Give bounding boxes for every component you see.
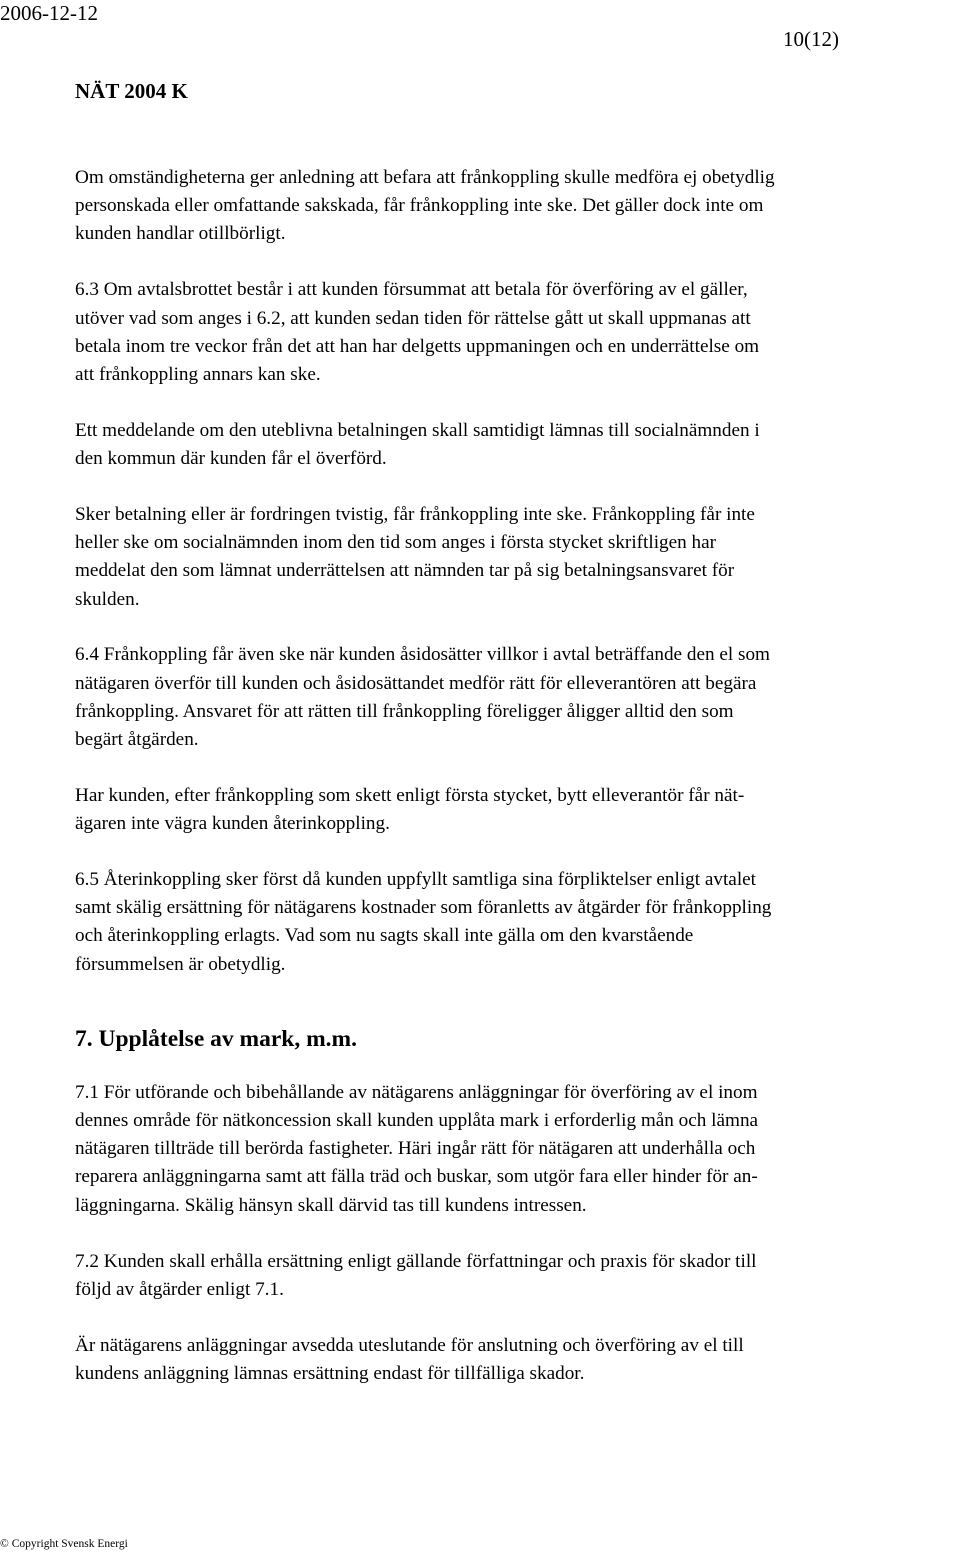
paragraph [75,866,960,979]
page-number: 10(12) [783,27,839,51]
paragraph-line: personskada eller omfattande sakskada, får frånkoppling inte ske. Det gäller dock inte om [75,195,764,217]
paragraph-line: försummelsen är obetydlig. [75,953,286,975]
paragraph-line: och återinkoppling erlagts. Vad som nu sagts skall inte gälla om den kvarstående [75,925,694,947]
copyright-footer [0,1537,128,1551]
paragraph-line: Sker betalning eller är fordringen tvistig, får frånkoppling inte ske. Frånkoppling får inte [75,503,755,525]
paragraph-group-section-7 [75,1079,960,1388]
paragraph-line: frånkoppling. Ansvaret för att rätten till frånkoppling föreligger åligger alltid den som [75,700,734,722]
paragraph-line: ägaren inte vägra kunden återinkoppling. [75,813,390,835]
paragraph-line: Ett meddelande om den uteblivna betalningen skall samtidigt lämnas till socialnämnden i [75,419,760,441]
paragraph-line: nätägaren överför till kunden och åsidosättandet medför rätt för elleverantören att begära [75,672,757,694]
paragraph-line: 6.5 Återinkoppling sker först då kunden uppfyllt samtliga sina förpliktelser enligt avtalet [75,868,757,890]
paragraph [75,641,960,754]
paragraph-line: kunden handlar otillbörligt. [75,223,286,245]
copyright-text: Copyright Svensk Energi [11,1538,128,1550]
paragraph-line: reparera anläggningarna samt att fälla träd och buskar, som utgör fara eller hinder för an- [75,1166,758,1188]
paragraph-line: utöver vad som anges i 6.2, att kunden sedan tiden för rättelse gått ut skall uppmanas att [75,307,751,329]
paragraph-line: 6.3 Om avtalsbrottet består i att kunden försummat att betala för överföring av el gäller, [75,279,748,301]
paragraph-line: meddelat den som lämnat underrättelsen att nämnden tar på sig betalningsansvaret för [75,560,735,582]
paragraph-line: Har kunden, efter frånkoppling som skett enligt första stycket, bytt elleverantör får nät- [75,784,745,806]
copyright-icon: © [0,1538,9,1550]
paragraph [75,1332,960,1388]
section-heading: 7. Upplåtelse av mark, m.m. [75,1025,357,1052]
paragraph-line: att frånkoppling annars kan ske. [75,363,321,385]
paragraph-line: begärt åtgärden. [75,729,199,750]
paragraph-line: skulden. [75,588,140,610]
paragraph-line: heller ske om socialnämnden inom den tid som anges i första stycket skriftligen har [75,532,717,554]
paragraph [75,164,960,249]
paragraph-line: samt skälig ersättning för nätägarens kostnader som föranletts av åtgärder för frånkoppling [75,897,772,919]
paragraph-line: kundens anläggning lämnas ersättning endast för tillfälliga skador. [75,1362,585,1384]
paragraph [75,276,960,389]
paragraph [75,1248,960,1304]
document-date: 2006-12-12 [0,1,98,25]
paragraph-line: Om omständigheterna ger anledning att befara att frånkoppling skulle medföra ej obetydlig [75,167,775,188]
paragraph [75,501,960,614]
paragraph-line: Är nätägarens anläggningar avsedda uteslutande för anslutning och överföring av el till [75,1334,744,1356]
paragraph-group-section-6 [75,164,960,979]
paragraph-line: 7.1 För utförande och bibehållande av nätägarens anläggningar för överföring av el inom [75,1081,758,1103]
paragraph-line: nätägaren tillträde till berörda fastigheter. Häri ingår rätt för nätägaren att underhålla och [75,1138,756,1160]
paragraph [75,782,960,838]
paragraph-line: den kommun där kunden får el överförd. [75,448,387,469]
paragraph-line: följd av åtgärder enligt 7.1. [75,1278,284,1300]
document-title: NÄT 2004 K [75,79,188,103]
paragraph-line: 6.4 Frånkoppling får även ske när kunden åsidosätter villkor i avtal beträffande den el som [75,644,770,666]
paragraph [75,417,960,473]
paragraph-line: läggningarna. Skälig hänsyn skall därvid tas till kundens intressen. [75,1194,587,1216]
document-body [75,164,960,1416]
paragraph-line: betala inom tre veckor från det att han har delgetts uppmaningen och en underrättelse om [75,335,760,357]
paragraph-line: 7.2 Kunden skall erhålla ersättning enligt gällande författningar och praxis för skador till [75,1250,757,1272]
paragraph [75,1079,960,1220]
paragraph-line: dennes område för nätkoncession skall kunden upplåta mark i erforderlig mån och lämna [75,1110,759,1131]
